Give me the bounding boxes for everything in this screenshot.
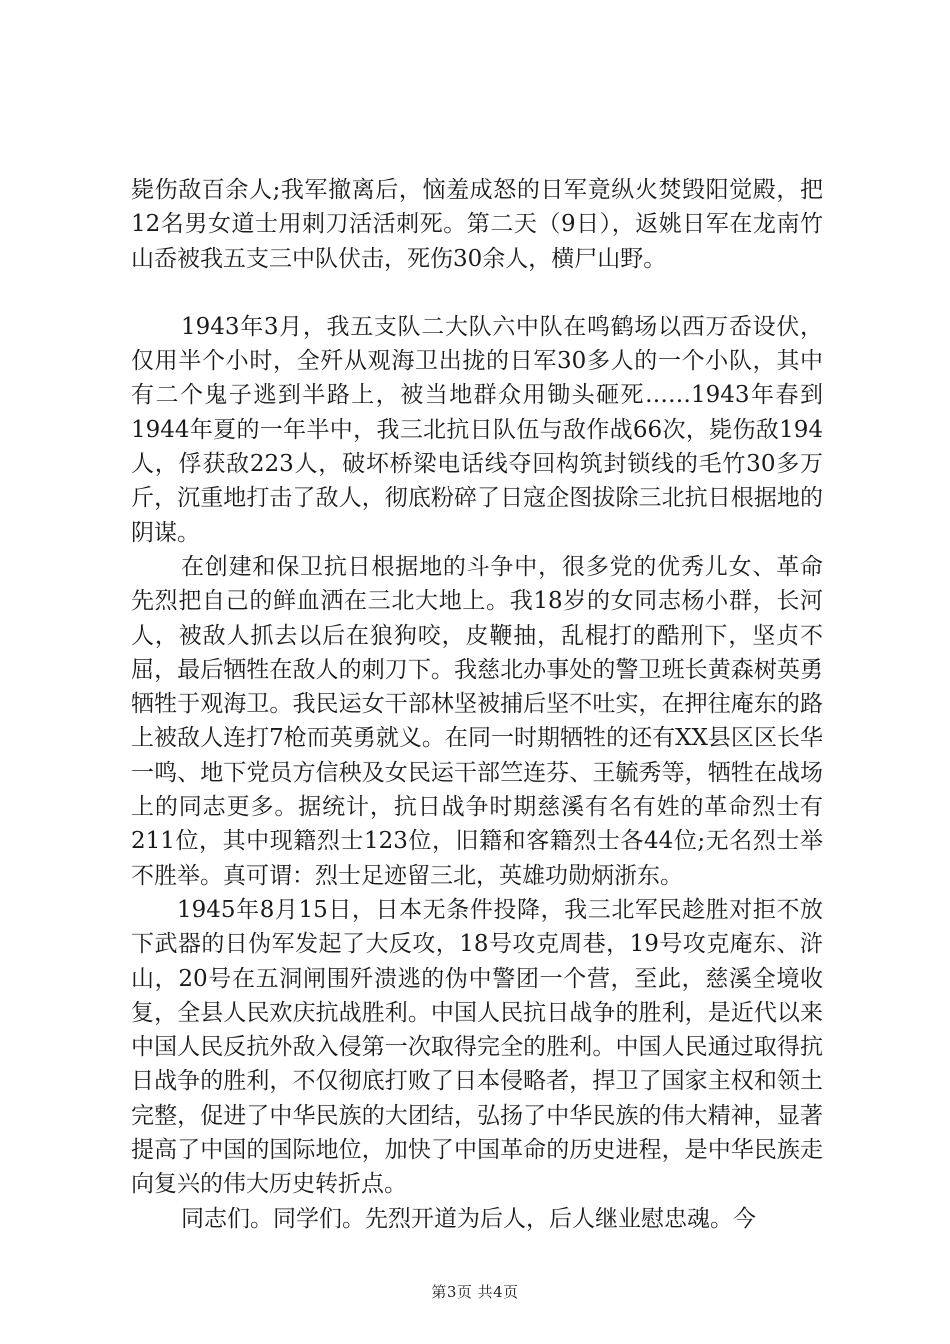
- paragraph: 1943年3月，我五支队二大队六中队在鸣鹤场以西万岙设伏，仅用半个小时，全歼从观海卫出拢的日军30多人的一个小队，其中有二个鬼子逃到半路上，被当地群众用锄头砸死……1943年春到1944年夏的一年半中，我三北抗日队伍与敌作战66次，毙伤敌194人，俘获敌223人，破坏桥梁电话线夺回构筑封锁线的毛竹30多万斤，沉重地打击了敌人，彻底粉碎了日寇企图拔除三北抗日根据地的阴谋。: [131, 313, 823, 546]
- paragraph: 1945年8月15日，日本无条件投降，我三北军民趁胜对拒不放下武器的日伪军发起了大反攻，18号攻克周巷，19号攻克庵东、浒山，20号在五洞闸围歼溃逃的伪中警团一个营，至此，慈溪全境收复，全县人民欢庆抗战胜利。中国人民抗日战争的胜利，是近代以来中国人民反抗外敌入侵第一次取得完全的胜利。中国人民通过取得抗日战争的胜利，不仅彻底打败了日本侵略者，捍卫了国家主权和领土完整，促进了中华民族的大团结，弘扬了中华民族的伟大精神，显著提高了中国的国际地位，加快了中国革命的历史进程，是中华民族走向复兴的伟大历史转折点。: [131, 896, 823, 1198]
- paragraph: 同志们。同学们。先烈开道为后人，后人继业慰忠魂。今: [181, 1205, 756, 1232]
- page-number-footer: 第3页 共4页: [431, 1283, 519, 1301]
- paragraph: 在创建和保卫抗日根据地的斗争中，很多党的优秀儿女、革命先烈把自己的鲜血洒在三北大地上。我18岁的女同志杨小群，长河人，被敌人抓去以后在狼狗咬，皮鞭抽，乱棍打的酷刑下，坚贞不屈，最后牺牲在敌人的刺刀下。我慈北办事处的警卫班长黄森树英勇牺牲于观海卫。我民运女干部林坚被捕后坚不吐实，在押往庵东的路上被敌人连打7枪而英勇就义。在同一时期牺牲的还有XX县区区长华一鸣、地下党员方信秧及女民运干部竺连芬、王毓秀等，牺牲在战场上的同志更多。据统计，抗日战争时期慈溪有名有姓的革命烈士有211位，其中现籍烈士123位，旧籍和客籍烈士各44位;无名烈士举不胜举。真可谓：烈士足迹留三北，英雄功勋炳浙东。: [131, 553, 823, 889]
- document-body: [131, 173, 823, 1236]
- paragraph: 毙伤敌百余人;我军撤离后，恼羞成怒的日军竟纵火焚毁阳觉殿，把12名男女道士用刺刀活活刺死。第二天（9日），返姚日军在龙南竹山岙被我五支三中队伏击，死伤30余人，横尸山野。: [131, 177, 823, 272]
